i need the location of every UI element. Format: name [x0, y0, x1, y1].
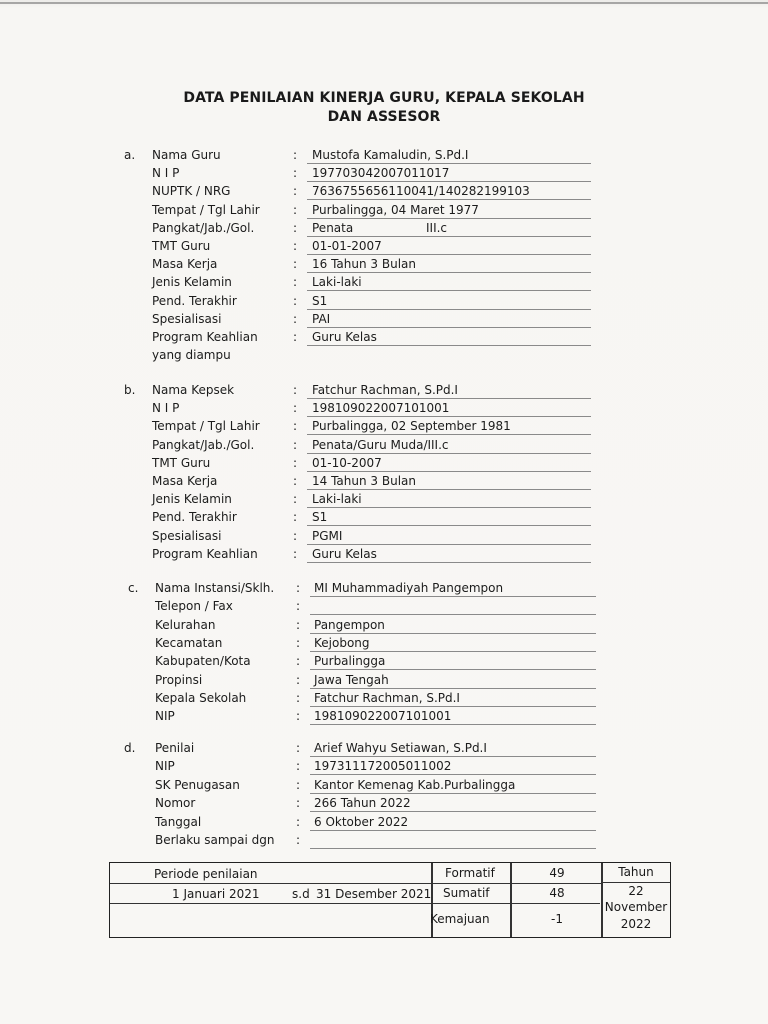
field-value: Laki-laki [312, 492, 362, 507]
field-underline [310, 596, 596, 597]
period-end: 31 Desember 2021 [316, 887, 432, 901]
field-value: Guru Kelas [312, 546, 377, 561]
field-colon: : [293, 528, 298, 543]
field-colon: : [293, 455, 298, 470]
field-colon: : [293, 330, 298, 344]
period-start: 1 Januari 2021 [172, 887, 260, 901]
formatif-value: 49 [549, 866, 565, 880]
field-colon: : [293, 401, 298, 416]
field-value-golongan: III.c [426, 220, 448, 235]
field-label: Program Keahlian [152, 546, 258, 561]
field-label: NUPTK / NRG [152, 184, 231, 199]
field-colon: : [296, 654, 301, 669]
document-title-line2: DAN ASSESOR [327, 109, 441, 125]
field-underline [307, 562, 591, 563]
field-value: PGMI [312, 528, 343, 543]
field-colon: : [296, 672, 301, 687]
field-label: Telepon / Fax [155, 599, 233, 614]
field-value: S1 [312, 293, 328, 308]
field-underline [307, 525, 591, 526]
formatif-label: Formatif [445, 866, 495, 880]
field-colon: : [296, 796, 301, 811]
field-label: Kelurahan [155, 617, 216, 632]
field-label: Nomor [155, 796, 196, 811]
section-letter: c. [128, 581, 139, 595]
field-label: Tanggal [155, 814, 202, 829]
field-label: Masa Kerja [152, 474, 218, 488]
field-underline [307, 181, 591, 182]
field-underline [307, 453, 591, 454]
field-underline [307, 345, 591, 346]
field-underline [307, 236, 591, 237]
field-value: Penata/Guru Muda/III.c [312, 437, 449, 452]
field-value: 197703042007011017 [312, 166, 450, 181]
field-underline [307, 290, 591, 291]
period-header: Periode penilaian [154, 867, 258, 881]
field-underline [307, 544, 591, 545]
field-colon: : [293, 510, 298, 525]
field-colon: : [293, 437, 298, 452]
field-colon: : [293, 166, 298, 181]
sumatif-label: Sumatif [443, 886, 490, 900]
field-value: Fatchur Rachman, S.Pd.I [312, 383, 458, 397]
field-label: TMT Guru [152, 455, 211, 470]
field-label: Nama Instansi/Sklh. [155, 581, 275, 595]
field-label: Nama Guru [152, 148, 221, 162]
field-label: Pend. Terakhir [152, 510, 237, 525]
field-colon: : [296, 759, 301, 774]
date-year: 2022 [620, 917, 652, 931]
field-underline [310, 633, 596, 634]
field-colon: : [296, 599, 301, 614]
field-label: Propinsi [155, 672, 203, 687]
field-label: Jenis Kelamin [152, 275, 232, 290]
field-value: 6 Oktober 2022 [314, 814, 409, 829]
field-value: Guru Kelas [312, 330, 377, 344]
field-underline [310, 688, 596, 689]
field-label: Kecamatan [155, 635, 223, 650]
field-value: Purbalingga, 02 September 1981 [312, 419, 511, 434]
field-underline [307, 507, 591, 508]
field-colon: : [293, 474, 298, 488]
table-rule [602, 882, 670, 883]
field-underline [310, 774, 596, 775]
field-label: Jenis Kelamin [152, 492, 232, 507]
field-label: N I P [152, 401, 180, 416]
field-colon: : [293, 311, 298, 326]
field-underline [307, 163, 591, 164]
field-underline [307, 199, 591, 200]
field-colon: : [293, 293, 298, 308]
field-label: Tempat / Tgl Lahir [152, 202, 260, 217]
field-colon: : [293, 202, 298, 217]
field-value: 7636755656110041/140282199103 [312, 184, 530, 199]
date-day: 22 [628, 884, 644, 898]
field-underline [310, 830, 596, 831]
section-letter: b. [124, 383, 136, 397]
field-colon: : [296, 777, 301, 792]
field-value: 198109022007101001 [314, 709, 452, 724]
field-underline [307, 254, 591, 255]
field-colon: : [293, 239, 298, 253]
sumatif-value: 48 [549, 886, 565, 900]
field-label: Masa Kerja [152, 257, 218, 272]
field-label: Nama Kepsek [152, 383, 235, 397]
field-colon: : [296, 741, 301, 755]
field-underline [307, 272, 591, 273]
field-value: Purbalingga, 04 Maret 1977 [312, 202, 479, 217]
field-value: 266 Tahun 2022 [314, 796, 411, 811]
field-underline [310, 793, 596, 794]
field-value: Penata [312, 220, 354, 235]
field-label: Spesialisasi [152, 528, 222, 543]
table-rule [432, 883, 602, 884]
field-underline [307, 309, 591, 310]
section-letter: a. [124, 148, 136, 162]
field-colon: : [293, 383, 298, 397]
page-top-edge [0, 2, 768, 4]
field-value: 197311172005011002 [314, 759, 452, 774]
field-value: 14 Tahun 3 Bulan [312, 474, 416, 488]
field-colon: : [293, 257, 298, 272]
field-colon: : [293, 275, 298, 290]
field-underline [310, 756, 596, 757]
field-underline [307, 434, 591, 435]
field-value: Mustofa Kamaludin, S.Pd.I [312, 148, 469, 162]
tahun-label: Tahun [618, 865, 654, 879]
field-colon: : [293, 419, 298, 434]
period-sd: s.d [292, 887, 310, 901]
field-label: NIP [155, 759, 175, 774]
field-label: Spesialisasi [152, 311, 222, 326]
field-colon: : [296, 690, 301, 705]
field-underline [310, 669, 596, 670]
field-underline [307, 327, 591, 328]
field-underline [310, 651, 596, 652]
period-table [109, 862, 671, 938]
field-value: Pangempon [314, 617, 385, 632]
field-label: Pend. Terakhir [152, 293, 237, 308]
field-value: 16 Tahun 3 Bulan [312, 257, 416, 272]
field-value: Fatchur Rachman, S.Pd.I [314, 690, 460, 705]
field-label: Penilai [155, 741, 195, 755]
kemajuan-label: Kemajuan [430, 912, 490, 926]
field-value: Jawa Tengah [314, 672, 389, 687]
field-underline [310, 614, 596, 615]
field-colon: : [293, 184, 298, 199]
field-label: TMT Guru [152, 239, 211, 253]
field-colon: : [296, 635, 301, 650]
field-underline [307, 489, 591, 490]
field-label: NIP [155, 709, 175, 724]
field-underline [307, 416, 591, 417]
field-label: Pangkat/Jab./Gol. [152, 220, 255, 235]
section-letter: d. [124, 741, 136, 755]
field-underline [310, 706, 596, 707]
field-label: Kabupaten/Kota [155, 654, 251, 669]
date-month: November [604, 900, 668, 914]
field-value: Kantor Kemenag Kab.Purbalingga [314, 777, 516, 792]
field-colon: : [293, 220, 298, 235]
field-value: 01-10-2007 [312, 455, 382, 470]
field-label: Pangkat/Jab./Gol. [152, 437, 255, 452]
field-colon: : [293, 546, 298, 561]
kemajuan-value: -1 [551, 912, 563, 926]
field-colon: : [296, 581, 301, 595]
field-colon: : [296, 617, 301, 632]
field-colon: : [296, 833, 301, 847]
field-label: Program Keahlian [152, 330, 258, 344]
field-value: Laki-laki [312, 275, 362, 290]
field-label-continued: yang diampu [152, 348, 231, 363]
field-value: Purbalingga [314, 654, 386, 669]
field-colon: : [293, 492, 298, 507]
field-value: Kejobong [314, 635, 370, 650]
field-label: Kepala Sekolah [155, 690, 247, 705]
field-value: PAI [312, 311, 331, 326]
table-rule [110, 903, 600, 904]
field-label: N I P [152, 166, 180, 181]
field-label: SK Penugasan [155, 777, 240, 792]
field-underline [310, 848, 596, 849]
field-underline [310, 811, 596, 812]
field-value: S1 [312, 510, 328, 525]
table-rule [110, 883, 432, 884]
field-value: 01-01-2007 [312, 239, 382, 253]
field-colon: : [293, 148, 298, 162]
field-colon: : [296, 814, 301, 829]
field-underline [310, 724, 596, 725]
field-colon: : [296, 709, 301, 724]
field-underline [307, 471, 591, 472]
field-label: Tempat / Tgl Lahir [152, 419, 260, 434]
field-value: MI Muhammadiyah Pangempon [314, 581, 504, 595]
field-label: Berlaku sampai dgn [155, 833, 275, 847]
field-value: 198109022007101001 [312, 401, 450, 416]
document-title-line1: DATA PENILAIAN KINERJA GURU, KEPALA SEKOLAH [183, 90, 585, 106]
field-underline [307, 218, 591, 219]
field-value: Arief Wahyu Setiawan, S.Pd.I [314, 741, 487, 755]
field-underline [307, 398, 591, 399]
